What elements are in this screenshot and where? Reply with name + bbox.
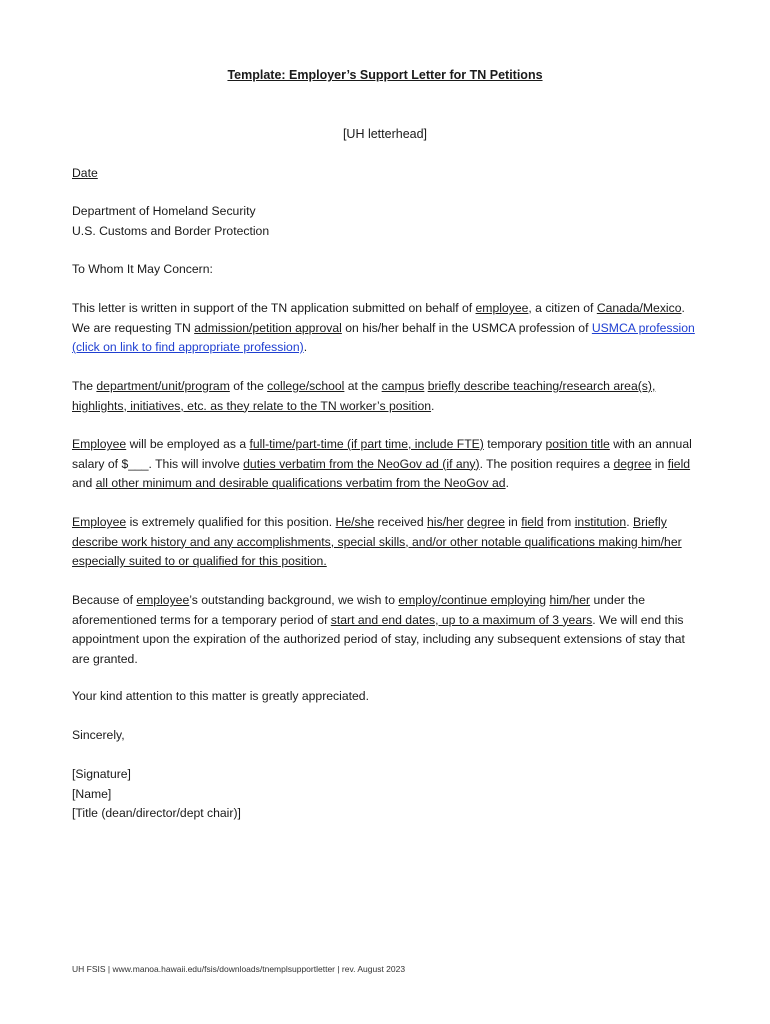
p3-employment-type: full-time/part-time (if part time, include FTE) [249,437,484,451]
p1-text: . We are requesting TN [72,301,685,335]
p2-description: briefly describe teaching/research area(s), highlights, initiatives, etc. as they relate to the TN worker’s position [72,379,656,413]
recipient-line-1: Department of Homeland Security [72,204,256,218]
p3-text: with an annual salary of $___. This will involve [72,437,692,471]
p4-text: is extremely qualified for this position. [126,515,336,529]
p4-text: from [543,515,575,529]
p1-text: on his/her behalf in the USMCA profession of [341,320,592,335]
paragraph-3 [72,435,702,494]
p3-field: field [667,456,691,471]
p2-text: at the [344,379,382,393]
p5-employ-option: employ/continue employing [398,593,547,607]
p5-employee: employee [136,593,190,607]
p3-degree: degree [613,456,652,471]
signature-block [72,765,702,824]
p5-text: . We will end this appointment upon the expiration of the authorized period of stay, including any subsequent extensions of stay that are granted. [72,612,685,666]
paragraph-4 [72,513,702,572]
p4-degree: degree [466,515,505,529]
p4-text: in [504,515,522,529]
signature-line: [Signature] [72,767,131,781]
p3-duties: duties verbatim from the NeoGov ad (if any) [243,456,480,471]
recipient-line-2: U.S. Customs and Border Protection [72,223,270,238]
p4-text: received [374,515,427,529]
p3-text: . The position requires a [479,456,614,471]
p3-text: in [651,456,668,471]
p3-qualifications: all other minimum and desirable qualifications verbatim from the NeoGov ad [95,476,506,490]
p1-country: Canada/Mexico [596,301,682,315]
paragraph-2 [72,377,702,416]
p1-approval-type: admission/petition approval [194,320,342,335]
p3-text: will be employed as a [126,437,250,451]
p3-text: and [72,476,96,490]
p2-college: college/school [267,379,345,393]
p3-employee: Employee [72,437,127,451]
p1-employee: employee [475,301,529,315]
closing: Sincerely, [72,728,125,742]
name-line: [Name] [72,786,112,801]
p5-text: Because of [72,593,137,607]
date-line [72,164,702,184]
p4-possessive: his/her [426,515,464,529]
p1-text: This letter is written in support of the TN application submitted on behalf of [72,301,476,315]
p1-text: , a citizen of [528,301,597,315]
p3-text: temporary [483,437,546,451]
p3-text: . [505,476,509,490]
paragraph-1 [72,299,702,358]
p5-pronoun: him/her [549,593,591,607]
paragraph-6: Your kind attention to this matter is greatly appreciated. [72,689,369,703]
document-title: Template: Employer’s Support Letter for TN Petitions [227,68,543,82]
usmca-profession-link[interactable]: USMCA profession (click on link to find appropriate profession) [72,320,695,354]
paragraph-5 [72,591,702,669]
p4-pronoun: He/she [335,515,375,529]
p2-text: . [431,398,435,413]
p4-work-history: Briefly describe work history and any accomplishments, special skills, and/or other notable qualifications making him/her especially suited to or qualified for this position. [72,515,682,568]
p4-institution: institution [574,515,627,529]
p2-department: department/unit/program [96,379,230,393]
p4-field: field [521,515,544,529]
title-line: [Title (dean/director/dept chair)] [72,806,241,820]
p2-campus: campus [381,379,425,393]
recipient-block [72,202,702,241]
p4-employee: Employee [72,515,127,529]
p2-text: The [72,379,97,393]
p1-text: . [303,340,308,354]
salutation: To Whom It May Concern: [72,262,213,276]
p2-text: of the [229,379,268,393]
p5-text: under the aforementioned terms for a temporary period of [72,593,645,627]
page-footer: UH FSIS | www.manoa.hawaii.edu/fsis/downloads/tnemplsupportletter | rev. August 2023 [72,964,406,974]
p3-position-title: position title [545,437,610,451]
p4-text: . [626,515,633,529]
date-placeholder: Date [72,166,98,180]
p5-text: ’s outstanding background, we wish to [189,593,399,607]
p5-dates: start and end dates, up to a maximum of 3 years [330,612,593,627]
letterhead-placeholder: [UH letterhead] [342,127,428,141]
